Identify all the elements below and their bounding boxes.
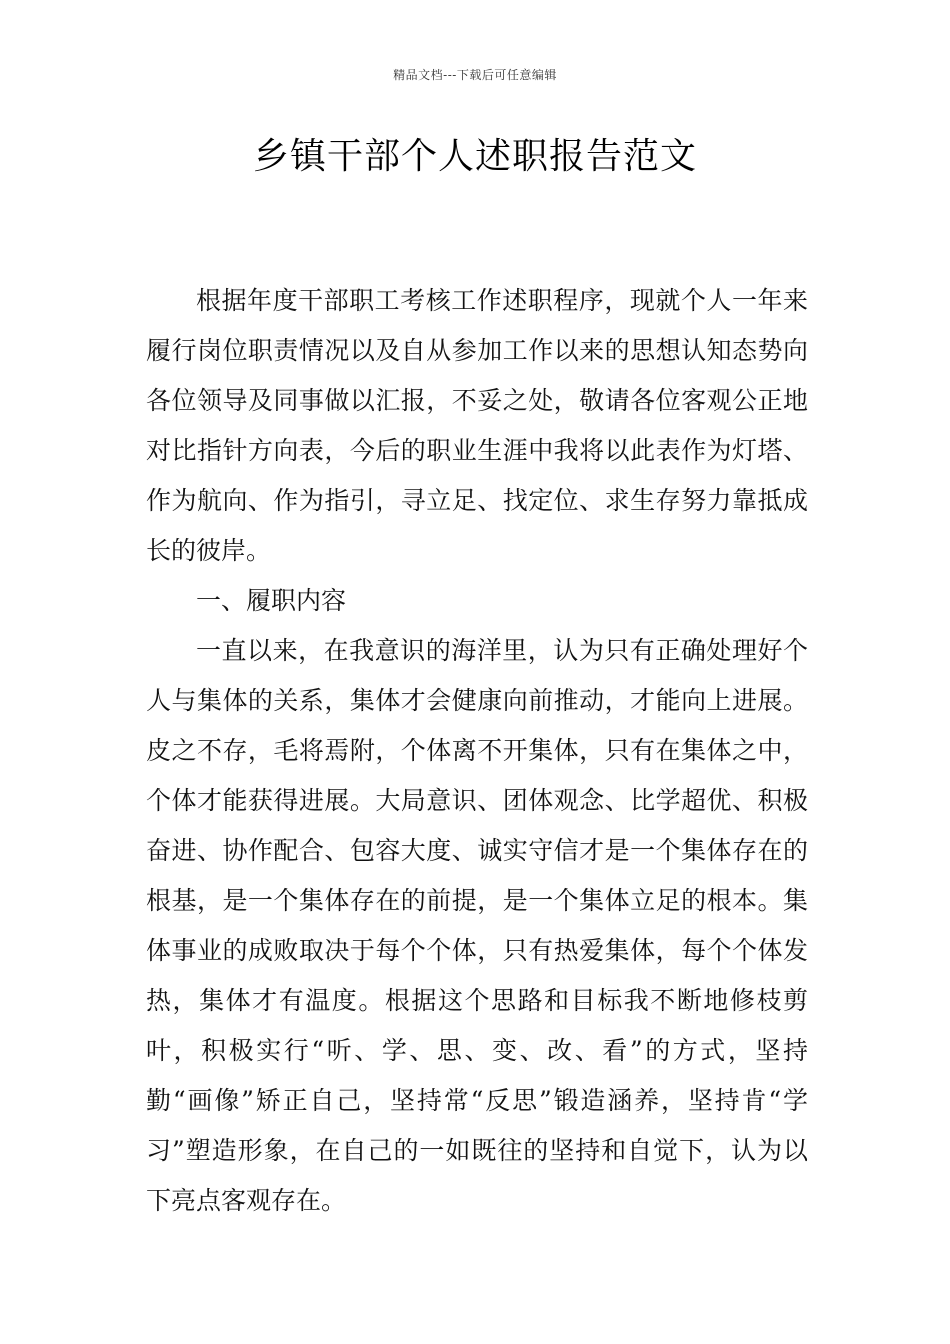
body-paragraph: 一直以来，在我意识的海洋里，认为只有正确处理好个人与集体的关系，集体才会健康向前推动，才能向上进展。皮之不存，毛将焉附，个体离不开集体，只有在集体之中，个体才能获得进展。大局意识、团体观念、比学超优、积极奋进、协作配合、包容大度、诚实守信才是一个集体存在的根基，是一个集体存在的前提，是一个集体立足的根本。集体事业的成败取决于每个个体，只有热爱集体，每个个体发热，集体才有温度。根据这个思路和目标我不断地修枝剪叶，积极实行“听、学、思、变、改、看”的方式，坚持勤“画像”矫正自己，坚持常“反思”锻造涵养，坚持肯“学习”塑造形象，在自己的一如既往的坚持和自觉下，认为以下亮点客观存在。 <box>146 636 808 1215</box>
header-note: 精品文档---下载后可任意编辑 <box>393 68 557 82</box>
section-heading: 一、履职内容 <box>196 586 347 615</box>
document-body <box>146 276 808 1226</box>
intro-paragraph: 根据年度干部职工考核工作述职程序，现就个人一年来履行岗位职责情况以及自从参加工作以来的思想认知态势向各位领导及同事做以汇报，不妥之处，敬请各位客观公正地对比指针方向表，今后的职业生涯中我将以此表作为灯塔、作为航向、作为指引，寻立足、找定位、求生存努力靠抵成长的彼岸。 <box>146 286 808 565</box>
document-title: 乡镇干部个人述职报告范文 <box>252 136 697 177</box>
